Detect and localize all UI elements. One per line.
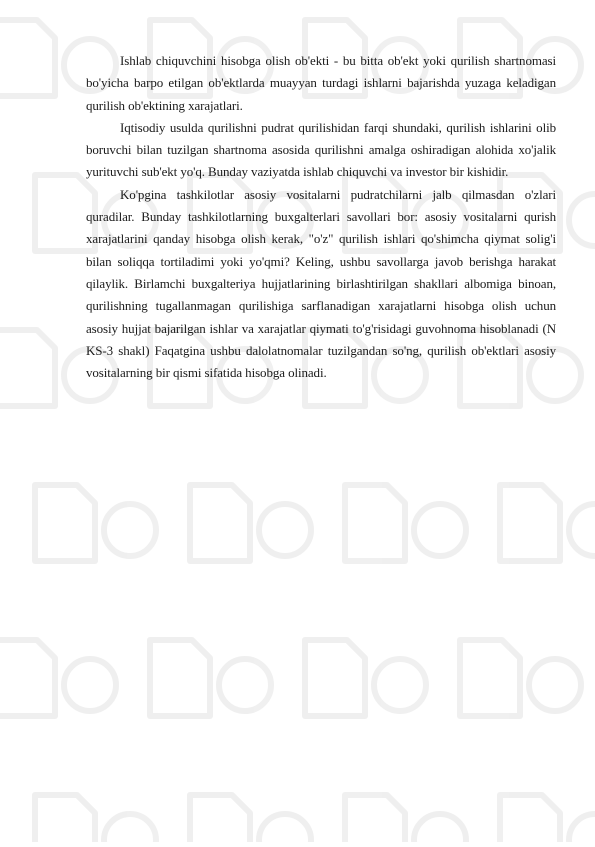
watermark-mark <box>345 485 466 561</box>
watermark-mark <box>345 795 466 842</box>
watermark-mark <box>190 795 311 842</box>
watermark-mark <box>460 640 581 716</box>
document-page <box>0 0 595 384</box>
watermark-mark <box>500 485 595 561</box>
watermark-mark <box>190 485 311 561</box>
watermark-mark <box>150 640 271 716</box>
paragraph-2: Iqtisodiy usulda qurilishni pudrat qurilishidan farqi shundaki, qurilish ishlarini olib boruvchi bilan tuzilgan shartnoma asosida qurilishni amalga oshiradigan alohida xo'jalik yurituvchi sub'ekt yo'q. Bunday vaziyatda ishlab chiquvchi va investor bir kishidir. <box>86 119 556 180</box>
watermark-mark <box>0 640 116 716</box>
watermark-mark <box>305 640 426 716</box>
watermark-mark <box>500 795 595 842</box>
paragraph-3: Ko'pgina tashkilotlar asosiy vositalarni pudratchilarni jalb qilmasdan o'zlari quradilar. Bunday tashkilotlarning buxgalterlari savollari bor: asosiy vositalarni qurish xarajatlarini qanday hisobga olish kerak, "o'z" qurilish ishlari qo'shimcha qiymat solig'i bilan soliqqa tortiladimi yoki yo'qmi? Keling, ushbu savollarga javob berishga harakat qilaylik. Birlamchi buxgalteriya hujjatlarining birlashtirilgan shakllari albomiga binoan, qurilishning tugallanmagan qurilishiga sarflanadigan xarajatlarni hisobga olish uchun asosiy hujjat bajarilgan ishlar va xarajatlar qiymati to'g'risidagi guvohnoma hisoblanadi (N KS-3 shakl) Faqatgina ushbu dalolatnomalar tuzilgandan so'ng, qurilish ob'ektlari asosiy vositalarning bir qismi sifatida hisobga olinadi. <box>86 186 556 381</box>
paragraph-1: Ishlab chiquvchini hisobga olish ob'ekti - bu bitta ob'ekt yoki qurilish shartnomasi bo'yicha barpo etilgan ob'ektlarda muayyan turdagi ishlarni bajarishda yuzaga keladigan qurilish ob'ektining xarajatlari. <box>86 53 556 113</box>
watermark-mark <box>35 485 156 561</box>
watermark-mark <box>35 795 156 842</box>
